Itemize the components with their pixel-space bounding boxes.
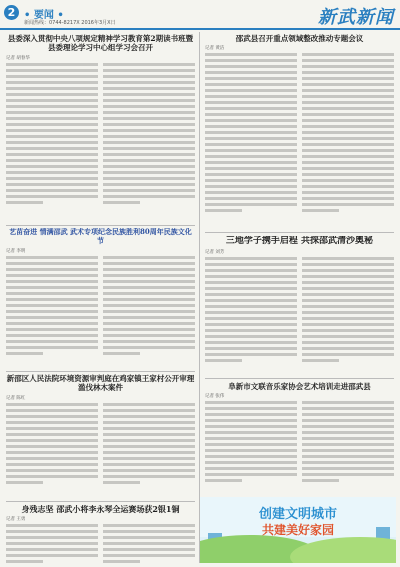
- article-1-byline: 记者 胡春华: [6, 55, 30, 61]
- article-7-headline: 身残志坚 邵武小将李永琴全运赛场获2银1铜: [21, 504, 180, 514]
- header-meta: 新闻热线：0744-8217X 2016年3月X日: [24, 20, 116, 26]
- article-6-body: [205, 401, 394, 485]
- article-5-headline: 新邵区人民法院环境资源审判庭在鸡家镇王家村公开审理滥伐林木案件: [6, 374, 195, 393]
- paper-name: 新武新闻: [318, 7, 394, 28]
- article-3: [6, 228, 195, 368]
- banner-line-2: 共建美好家园: [261, 523, 334, 537]
- article-3-headline: 艺苗奋进 情满邵武 武术专项纪念民族胜利80周年民族文化节: [9, 228, 192, 245]
- article-7: [6, 504, 195, 564]
- column-divider: [199, 32, 200, 563]
- article-7-body: [6, 524, 195, 564]
- article-6: [205, 382, 394, 494]
- article-2-body: [205, 53, 394, 215]
- article-2-headline: 邵武县召开重点领域整改推动专题会议: [235, 34, 364, 43]
- article-2-byline: 记者 黄洁: [205, 46, 225, 52]
- divider-left-2: [6, 371, 195, 372]
- civic-banner: [200, 497, 396, 563]
- article-4-headline: 三地学子携手启程 共探邵武清沙奥秘: [225, 236, 374, 246]
- header-rule: [0, 28, 400, 30]
- article-2: [205, 34, 394, 230]
- article-1-headline: 县委深入贯彻中央八项规定精神学习教育第2期读书班暨县委理论学习中心组学习会召开: [7, 34, 194, 53]
- article-6-byline: 记者 张伟: [205, 394, 225, 400]
- article-6-headline: 阜新市文联音乐家协会艺术培训走进邵武县: [228, 382, 371, 391]
- divider-right-1: [205, 232, 394, 233]
- article-4-byline: 记者 刘芳: [205, 250, 225, 256]
- divider-left-1: [6, 225, 195, 226]
- article-3-body: [6, 256, 195, 358]
- section-title: • 要闻 •: [24, 10, 64, 21]
- banner-line-1: 创建文明城市: [258, 507, 337, 522]
- article-5: [6, 374, 195, 502]
- page-header: [0, 0, 400, 28]
- page-number: 2: [4, 5, 19, 20]
- article-3-byline: 记者 李明: [6, 248, 26, 254]
- article-1: [6, 34, 195, 222]
- article-4: [205, 236, 394, 376]
- article-1-body: [6, 63, 195, 207]
- article-5-body: [6, 403, 195, 487]
- hill-graphic: [290, 537, 396, 563]
- article-4-body: [205, 257, 394, 365]
- article-7-byline: 记者 王勇: [6, 517, 26, 522]
- divider-left-3: [6, 501, 195, 502]
- article-5-byline: 记者 陈红: [6, 395, 26, 401]
- divider-right-2: [205, 378, 394, 379]
